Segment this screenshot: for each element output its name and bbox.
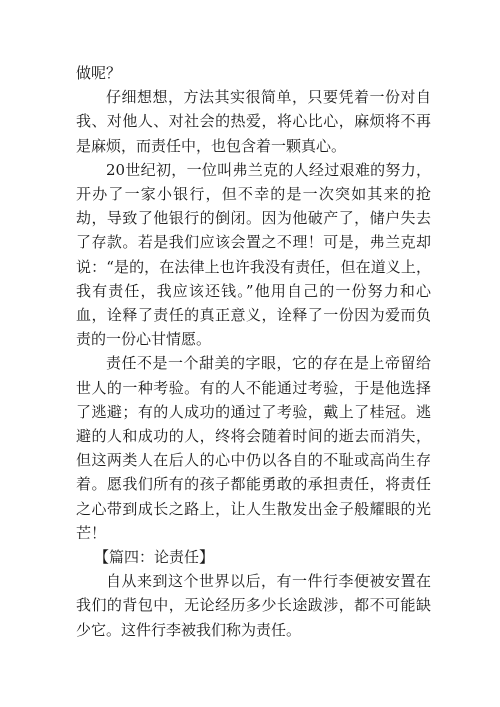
section-heading: 【篇四：论责任】 — [94, 548, 215, 567]
paragraph-method: 仔细想想，方法其实很简单，只要凭着一份对自我、对他人、对社会的热爱，将心比心，麻烦将不再是麻烦，而责任中，也包含着一颗真心。 — [76, 88, 431, 155]
paragraph-responsibility-test: 责任不是一个甜美的字眼，它的存在是上帝留给世人的一种考验。有的人不能通过考验，于是他选择了逃避；有的人成功的通过了考验，戴上了桂冠。逃避的人和成功的人，终将会随着时间的逝去而消失，但这两类人在后人的心中仍以各自的不耻或高尚生存着。愿我们所有的孩子都能勇敢的承担责任，将责任之心带到成长之路上，让人生散发出金子般耀眼的光芒！ — [76, 354, 431, 542]
paragraph-luggage: 自从来到这个世界以后，有一件行李便被安置在我们的背包中，无论经历多少长途跋涉，都不可能缺少它。这件行李被我们称为责任。 — [76, 572, 431, 639]
paragraph-frank-story: 20世纪初，一位叫弗兰克的人经过艰难的努力，开办了一家小银行，但不幸的是一次突如其来的抢劫，导致了他银行的倒闭。因为他破产了，储户失去了存款。若是我们应该会置之不理！可是，弗兰克却说：“是的，在法律上也许我没有责任，但在道义上，我有责任，我应该还钱。”他用自己的一份努力和心血，诠释了责任的真正意义，诠释了一份因为爱而负责的一份心甘情愿。 — [76, 160, 431, 349]
paragraph-continuation: 做呢？ — [76, 64, 122, 82]
document-body — [76, 61, 431, 642]
